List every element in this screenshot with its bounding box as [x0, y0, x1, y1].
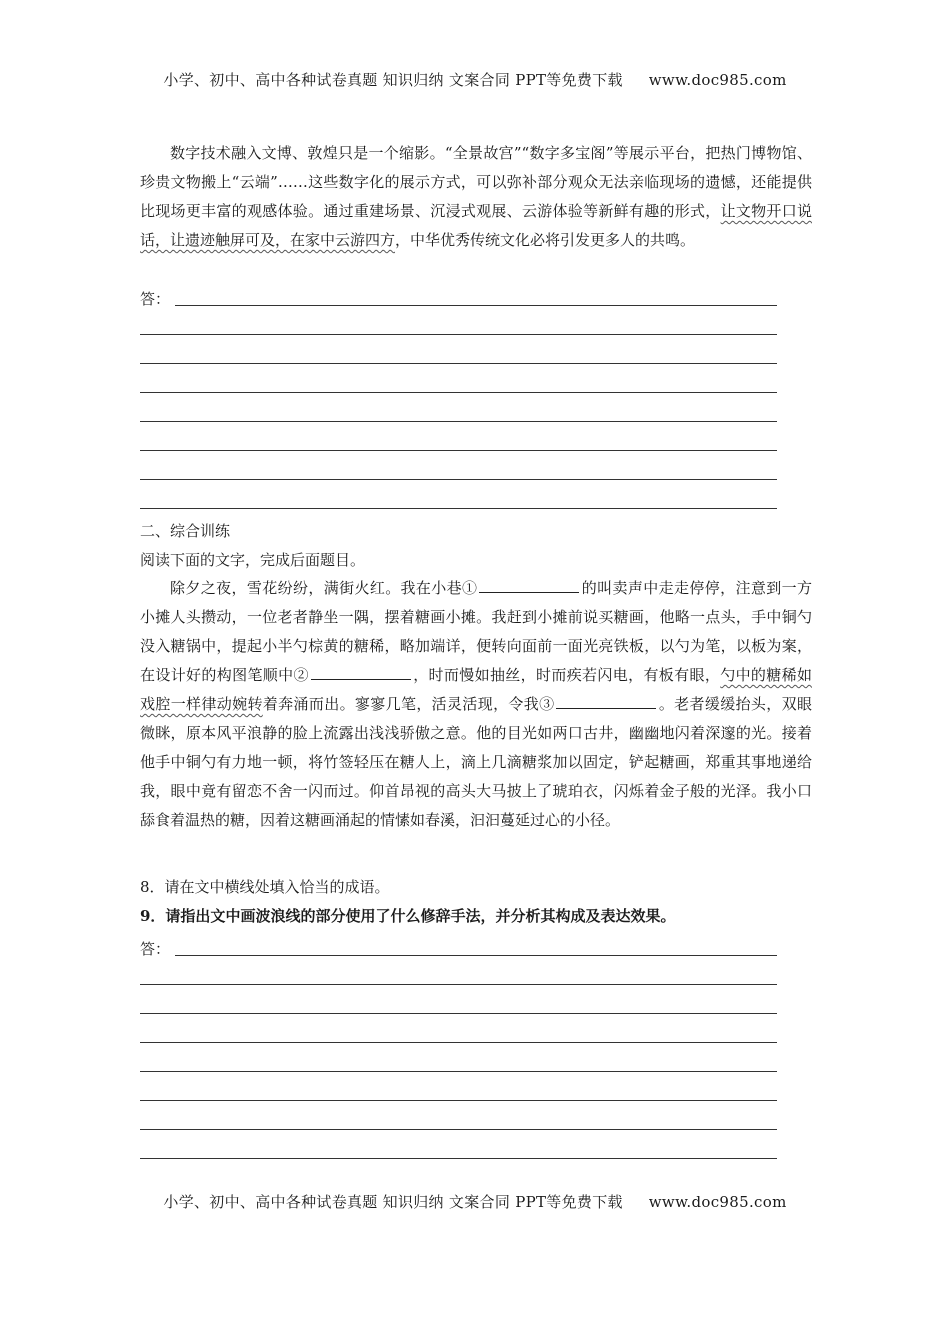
footer-url[interactable]: www.doc985.com: [648, 1193, 787, 1211]
answer-line[interactable]: [140, 984, 777, 985]
question-8: 8．请在文中横线处填入恰当的成语。: [140, 878, 390, 896]
answer-line[interactable]: [140, 392, 777, 393]
passage-2-text-4: 着奔涌而出。寥寥几笔，活灵活现，令我③: [262, 695, 555, 713]
answer-line[interactable]: [140, 421, 777, 422]
answer-line[interactable]: [140, 1071, 777, 1072]
passage-2-text-2: 的叫卖声中走走停停，注意到一方小摊人头攒动，一位老者静坐一隅，摆着糖画小摊。我赶到小摊前说买糖画，他略一点头，手中铜勺没入糖锅中，提起小半勺棕黄的糖稀，略加端详，便转向面前一面光亮铁板，以勺为笔，以板为案，在设计好的构图笔顺中②: [140, 579, 812, 684]
header-text: 小学、初中、高中各种试卷真题 知识归纳 文案合同 PPT等免费下载: [163, 71, 623, 89]
blank-1[interactable]: [479, 577, 579, 593]
passage-2-paragraph: [140, 574, 812, 835]
section-title: 二、综合训练: [140, 522, 231, 540]
footer-text: 小学、初中、高中各种试卷真题 知识归纳 文案合同 PPT等免费下载: [163, 1193, 623, 1211]
answer-label-1: 答：: [140, 290, 171, 308]
passage-2-text-1: 除夕之夜，雪花纷纷，满街火红。我在小巷①: [170, 579, 478, 597]
answer-line[interactable]: [140, 508, 777, 509]
answer-line[interactable]: [140, 1042, 777, 1043]
answer-line[interactable]: [140, 479, 777, 480]
answer-line[interactable]: [140, 1129, 777, 1130]
page-header: [0, 69, 950, 90]
passage-1-wavy-text: 让文物开口说话，让遗迹触屏可及，在家中云游四方: [140, 202, 812, 249]
passage-1-paragraph: [140, 139, 812, 255]
answer-line[interactable]: [140, 450, 777, 451]
passage-1-text-post: ，中华优秀传统文化必将引发更多人的共鸣。: [395, 231, 696, 249]
blank-3[interactable]: [556, 693, 656, 709]
answer-label-2: 答：: [140, 940, 171, 958]
passage-1-text-pre: 数字技术融入文博、敦煌只是一个缩影。“全景故宫”“数字多宝阁”等展示平台，把热门博物馆、珍贵文物搬上“云端”……这些数字化的展示方式，可以弥补部分观众无法亲临现场的遗憾，还能提供比现场更丰富的观感体验。通过重建场景、沉浸式观展、云游体验等新鲜有趣的形式，: [140, 144, 812, 220]
header-url[interactable]: www.doc985.com: [648, 71, 787, 89]
answer-line[interactable]: [140, 1158, 777, 1159]
answer-line[interactable]: [140, 1100, 777, 1101]
answer-line[interactable]: [140, 1013, 777, 1014]
passage-2-wavy-text: 勺中的糖稀如戏腔一样律动婉转: [140, 666, 812, 713]
passage-2-text-5: 。老者缓缓抬头，双眼微眯，原本风平浪静的脸上流露出浅浅骄傲之意。他的目光如两口古井，幽幽地闪着深邃的光。接着他手中铜勺有力地一顿，将竹签轻压在糖人上，滴上几滴糖浆加以固定，铲起糖画，郑重其事地递给我，眼中竟有留恋不舍一闪而过。仰首昂视的高头大马披上了琥珀衣，闪烁着金子般的光泽。我小口舔食着温热的糖，因着这糖画涌起的情愫如春溪，汩汩蔓延过心的小径。: [140, 695, 812, 829]
answer-line[interactable]: [140, 363, 777, 364]
question-9: 9．请指出文中画波浪线的部分使用了什么修辞手法，并分析其构成及表达效果。: [140, 907, 676, 925]
passage-2: [140, 574, 812, 835]
answer-line[interactable]: [175, 305, 777, 306]
blank-2[interactable]: [311, 664, 411, 680]
page-footer: [0, 1191, 950, 1212]
reading-instruction: 阅读下面的文字，完成后面题目。: [140, 551, 366, 569]
answer-line[interactable]: [175, 955, 777, 956]
passage-1: [140, 139, 812, 255]
answer-line[interactable]: [140, 334, 777, 335]
passage-2-text-3: ，时而慢如抽丝，时而疾若闪电，有板有眼，: [412, 666, 721, 684]
